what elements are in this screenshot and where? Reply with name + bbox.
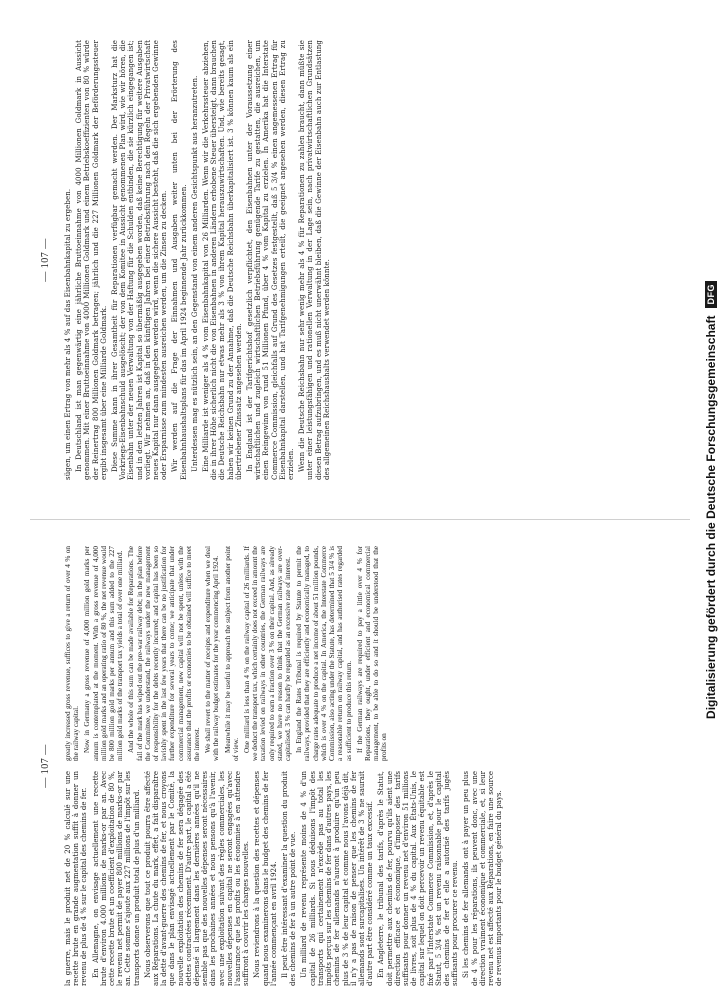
paragraph: Wenn die Deutsche Reichsbahn nur sehr wenig mehr als 4 % für Reparationen zu zahlen braucht, dann müßte sie unter einer leistungsfähigen und rationellen Verwaltung in der Lage sein, nach privatwirtschaftlichen Grundsätzen diesen Betrag aufzubringen, und es muß nicht unerwähnt bleiben, daß die Gewinne der Eisenbahn auch zur Entlastung des allgemeinen Reichshaushalts verwendet werden könnte. bbox=[298, 40, 331, 480]
paragraph: We shall revert to the matter of receipts and expenditure when we deal with the railway budget estimates for the year commencing April 1924. bbox=[204, 546, 221, 761]
paragraph: Nous reviendrons à la question des recettes et dépenses quand nous examinerons dans le budget des chemins de fer l'année commençant en avril 1924. bbox=[253, 771, 278, 986]
paragraph: Meanwhile it may be useful to approach the subject from another point of view. bbox=[223, 546, 240, 761]
paragraph: In England ist der Tarifgerichtshof gesetzlich verpflichtet, den Eisenbahnen unter der Voraussetzung einer wirtschaftlichen und zugleich wirtschaftlichen Betriebsführung genügende Tarife zu gestatten, die ausreichen, um einen Reingewinn von rund 51 Millionen Pfund, über 4 % vom Kapital zu erzielen. In Amerika hat die Interstate Commerce Commission, gleichfalls auf Grund des Gesetzes festgestellt, daß 5 3/4 % einen angemessenen Ertrag für Eisenbahnkapital darstellen, und hat Tarifgenehmigungen erteilt, die geeignet angesehen werden, diesen Ertrag zu erzielen. bbox=[246, 40, 296, 480]
english-column bbox=[64, 546, 664, 761]
left-page bbox=[40, 546, 667, 986]
paragraph: greatly increased gross revenue, suffices to give a return of over 4 % on the railway capital. bbox=[64, 546, 81, 761]
german-column bbox=[64, 40, 664, 480]
paragraph: la guerre, mais le produit net de 20 % calculé sur une recette brute en grande augmentation suffit à donner un revenu de plus de 4 % sur le capital des chemins de fer. bbox=[64, 771, 89, 986]
paragraph: If the German railways are required to pay a little over 4 % for Reparations, they ought, under efficient and economical commercial management, to be able to do so and it should be understood that the profits on bbox=[355, 546, 389, 761]
paragraph: sügen, um einen Ertrag von mehr als 4 % auf das Eisenbahnkapital zu ergeben. bbox=[64, 188, 72, 480]
paragraph: One milliard is less than 4 % on the railway capital of 26 milliards. If we deduct the transport tax, which certainly does not exceed in amount the taxation levied on railways in other countries, the German railways are only required to earn a fraction over 3 % on their capital. And, as already stated, we have no reason to think that the German railways are over-capitalised. 3 % can hardly be regarded as an excessive rate of interest. bbox=[243, 546, 293, 761]
page-gutter bbox=[30, 519, 690, 520]
page-number-right: — 107 — bbox=[40, 238, 51, 282]
french-column bbox=[64, 771, 664, 986]
paragraph: Nous observerons que tout ce produit pourra être affecté aux Réparations. La chute du mark, effet, a fait disparaître la dette d'avant-guerre des chemins de fer, et nous croyons que dans le plan envisagé actuellement par le Comité, la nouvelle exploitation des chemins de fer sera dégagée des dettes contractées récemment. D'autre part, le capital a été dépensé si largement dans les dernières années qu'il ne semble pas que des nouvelles dépenses seront nécessaires dans les prochaines années et nous pensons qu'à l'avenir, avec une exploitation suivant des règles commerciales, les nouvelles dépenses en capital ne seront engagées qu'avec l'assurance que les profits ou les économies à en attendre suffiront à couvrir les charges nouvelles. bbox=[143, 771, 251, 986]
paragraph: Diese Summe kann in ihrer Gesamtheit für Reparationen verfügbar gemacht werden. Der Marksturz hat die Vorkriegs-Eisenbahnschuld ausgelöscht; der von dem Komitee in Aussicht genommenen Plan wird, wie wir hören, die Eisenbahn unter der neuen Verwaltung von der Haftung für die Schulden entbinden, die sie kürzlich eingegangen ist; und in den letzten Jahren ist Kapital so übermäßig ausgegeben worden, daß keine Berechtigung für weitere Ausgaben vorliegt. Wir nehmen an, daß in den künftigen Jahren bei einer Betriebsführung nach den Regeln der Privatwirtschaft neues Kapital nur dann ausgegeben werden wird, wenn die sichere Aussicht besteht, daß die sich ergebenden Gewinne oder Ersparnisse zum mindesten ausreichen werden, um die Zinsen zu decken. bbox=[111, 40, 169, 480]
dfg-logo-icon: DFG bbox=[705, 281, 717, 308]
paragraph: Wir werden auf die Frage der Einnahmen und Ausgaben weiter unten bei der Erörterung des Eisenbahnhaushaltsplans für das im April 1924 beginnende Jahr zurückkommen. bbox=[171, 40, 188, 480]
paragraph: En Allemagne, on envisage actuellement une recette brute d'environ 4.000 millions de marks-or par an. Avec cette recette brute et un coefficient d'exploitation de 80 %, le revenu net permit de payer 800 millions de marks-or par an. Cette somme s'ajoute aux 227 millions de l'impôt sur les transports donne un produit total de plus d'un milliard. bbox=[91, 771, 141, 986]
digitization-watermark bbox=[703, 0, 719, 1000]
paragraph: In Deutschland ist man gegenwärtig eine jährliche Bruttoeinnahme von 4000 Millionen Goldmark in Aussicht genommen. Mit einer Bruttoeinnahme von 4000 Millionen Goldmark und einem Betriebskoeffizienten von 80 % würde der Reinertrag 800 Millionen Goldmark betragen; jährlich und die 227 Millionen Goldmark der Beförderungssteuer ergibt insgesamt über eine Milliarde Goldmark. bbox=[75, 40, 108, 480]
right-page bbox=[40, 40, 667, 480]
paragraph: Eine Milliarde ist weniger als 4 % vom Eisenbahnkapital von 26 Milliarden. Wenn wir die Verkehrssteuer abziehen, die in ihrer Höhe sicherlich nicht die von Eisenbahnen in anderen Ländern erhobene Steuer übersteigt, dann brauchen die Deutsche Reichsbahn nur etwas mehr als 3 % von ihrem Kapital herauszuwirtschaften. Und, wie bereits gesagt, haben wir keinen Grund zu der Annahme, daß die Deutsche Reichsbahn überkapitalisiert ist. 3 % können kaum als ein übertriebener Zinssatz angesehen werden. bbox=[202, 40, 243, 480]
paragraph: Unterdessen mag es nützlich sein, an den Gegenstand von einem anderen Gesichtspunkt aus heranzutreten. bbox=[190, 75, 199, 472]
paragraph: In England the Rates Tribunal is required by Statute to permit the railways, provided that they are efficiently and economically managed, to charge rates adequate to produce a net income of about 51 million pounds, which is over 4 % on the capital. In America, the Interstate Commerce Commission, also acting under the Statute, has determined that 5 3/4 % is a reasonable return on railway capital, and has authorised rates regarded as sufficient to produce this return. bbox=[295, 546, 353, 761]
paragraph: Now in Germany a gross revenue of 4,000 million gold marks per annum is contemplated at the moment. With a gross revenue of 4,000 million gold marks and an operating ratio of 80 %, the net revenue would be 800 million gold marks per annum and this sum added to the 227 million gold marks of the transport tax yields a total of over one milliard. bbox=[83, 546, 125, 761]
paragraph: And the whole of this sum can be made available for Reparations. The fall of the mark has wiped out the pre-war railway debt; in the plan before the Committee, we understand, the railways under the new management of responsibility for the debts recently incurred; and capital has been so lavishly spent in the last few years that there can be no justification for further expenditure for several years to come; we anticipate that under commercial management, new capital will not be spent, unless with the assurance that the profits or economies to be obtained will suffice to meet the interest. bbox=[127, 546, 202, 761]
page-number-left: — 107 — bbox=[40, 744, 51, 788]
watermark-text: Digitalisierung gefördert durch die Deutsche Forschungsgemeinschaft bbox=[704, 315, 718, 719]
paragraph: Un milliard de revenu représente moins de 4 % d'un capital de 26 milliards. Si nous déduisons l'impôt des transports qui certainement n'excède pas au total les impôts perçus sur les chemins de fer dans d'autres pays, les chemins de fer allemands n'auront à produire qu'un peu plus de 3 % de leur capital et comme nous l'avons déjà dit, il n'y a pas de raison de penser que les chemins de fer allemands sont surcapitalisés. Un intérêt de 3 % ne saurait d'autre part être considéré comme un taux excessif. bbox=[300, 771, 375, 986]
paragraph: En Angleterre, le tribunal des tarifs, d'après le Statut, doit permettre aux chemins de fer, pourvu qu'ils aient une direction efficace et économique, d'imposer des tarifs suffisants pour donner un revenu net d'environ 51 millions de livres, soit plus de 4 % du capital. Aux États-Unis, le capital sur lequel on doit percevoir un revenu équitable est fixé par l'Interstate Commerce Commission, et, d'après le Statut, 5 3/4 % est un revenu raisonnable pour le capital des chemins de fer et elle a autorisé des tarifs jugés suffisants pour procurer ce revenu. bbox=[377, 771, 460, 986]
paragraph: Il peut être intéressant d'examiner la question du produit des chemins de fer à un autre point de vue. bbox=[281, 771, 298, 986]
paragraph: Si les chemins de fer allemands ont à payer un peu plus de 4 % pour les réparations, ils peuvent donc, avec une direction vraiment économique et commerciale, et, si leur revenu net est affecté aux Réparations, en faire une source de revenus importants pour le budget général du pays. bbox=[462, 771, 504, 986]
